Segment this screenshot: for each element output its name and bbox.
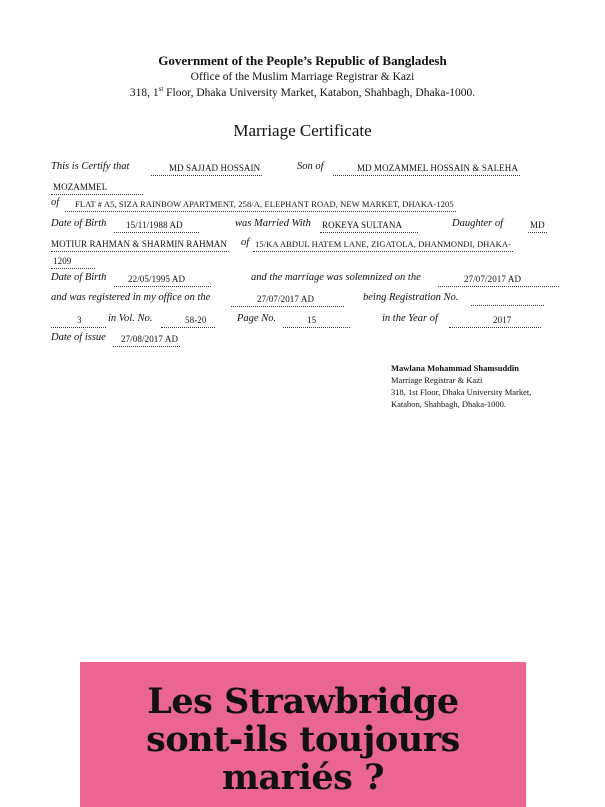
label-son-of: Son of bbox=[297, 161, 324, 172]
bride-parents-2: MOTIUR RAHMAN & SHARMIN RAHMAN bbox=[51, 237, 229, 252]
address-rest: Floor, Dhaka University Market, Katabon, Shahbagh, Dhaka-1000. bbox=[163, 87, 476, 99]
label-of: of bbox=[51, 197, 60, 208]
banner-headline bbox=[80, 683, 526, 797]
groom-address: FLAT # A5, SIZA RAINBOW APARTMENT, 258/A, ELEPHANT ROAD, NEW MARKET, DHAKA-1205 bbox=[65, 197, 456, 212]
cert-row-3 bbox=[51, 197, 544, 215]
year: 2017 bbox=[449, 313, 541, 328]
label-certify: This is Certify that bbox=[51, 161, 130, 172]
groom-dob: 15/11/1988 AD bbox=[114, 218, 199, 233]
office-name: Office of the Muslim Marriage Registrar & Kazi bbox=[190, 71, 415, 83]
certificate-title: Marriage Certificate bbox=[233, 121, 372, 140]
label-solemnized: and the marriage was solemnized on the bbox=[251, 272, 421, 283]
address-prefix: 318, 1 bbox=[129, 87, 159, 99]
label-married-with: was Married With bbox=[235, 218, 311, 229]
registrar-address-1: 318, 1st Floor, Dhaka University Market, bbox=[391, 387, 532, 397]
groom-parents-1: MD MOZAMMEL HOSSAIN & SALEHA bbox=[333, 161, 520, 176]
cert-row-2 bbox=[51, 180, 544, 198]
label-being: being Registration No. bbox=[363, 292, 459, 303]
label-in-vol: in Vol. No. bbox=[108, 313, 153, 324]
bride-parents-1: MD bbox=[528, 218, 547, 233]
groom-parents-2: MOZAMMEL bbox=[51, 180, 143, 195]
groom-name: MD SAJJAD HOSSAIN bbox=[151, 161, 262, 176]
cert-row-7 bbox=[51, 272, 544, 290]
cert-row-9 bbox=[51, 313, 544, 331]
banner-line-1: Les Strawbridge bbox=[147, 681, 459, 722]
banner-line-2: sont-ils toujours bbox=[146, 719, 460, 760]
label-dob-2: Date of Birth bbox=[51, 272, 107, 283]
registrar-title: Marriage Registrar & Kazi bbox=[391, 375, 483, 385]
label-daughter-of: Daughter of bbox=[452, 218, 504, 229]
office-address bbox=[0, 85, 605, 101]
bride-address-2: 1209 bbox=[51, 254, 95, 269]
issue-date: 27/08/2017 AD bbox=[113, 332, 180, 347]
bride-dob: 22/05/1995 AD bbox=[114, 272, 211, 287]
bride-name: ROKEYA SULTANA bbox=[320, 218, 418, 233]
label-issue: Date of issue bbox=[51, 332, 106, 343]
document-header bbox=[0, 52, 605, 101]
registered-date: 27/07/2017 AD bbox=[231, 292, 344, 307]
registrar-signature-block bbox=[391, 362, 531, 410]
label-registered: and was registered in my office on the bbox=[51, 292, 211, 303]
headline-banner bbox=[80, 662, 526, 807]
cert-row-4 bbox=[51, 218, 544, 236]
volume-no: 58-20 bbox=[161, 313, 215, 328]
registration-no: 3 bbox=[51, 313, 106, 328]
dotted-line bbox=[471, 294, 544, 306]
cert-row-1 bbox=[51, 161, 544, 179]
page-no: 15 bbox=[283, 313, 350, 328]
cert-row-6 bbox=[51, 254, 544, 272]
registrar-name: Mawlana Mohammad Shamsuddin bbox=[391, 363, 520, 373]
address-sup: st bbox=[158, 85, 164, 94]
bride-address-1: 15/KA ABDUL HATEM LANE, ZIGATOLA, DHANMONDI, DHAKA- bbox=[253, 237, 513, 252]
cert-row-10 bbox=[51, 332, 544, 350]
cert-row-5 bbox=[51, 237, 544, 255]
label-of-2: of bbox=[241, 237, 250, 248]
registrar-address-2: Katabon, Shahbagh, Dhaka-1000. bbox=[391, 399, 506, 409]
cert-row-8 bbox=[51, 292, 544, 310]
label-year: in the Year of bbox=[382, 313, 438, 324]
label-dob: Date of Birth bbox=[51, 218, 107, 229]
government-title: Government of the People’s Republic of Bangladesh bbox=[158, 53, 447, 68]
label-page: Page No. bbox=[237, 313, 277, 324]
marriage-date: 27/07/2017 AD bbox=[438, 272, 559, 287]
banner-line-3: mariés ? bbox=[221, 757, 385, 798]
